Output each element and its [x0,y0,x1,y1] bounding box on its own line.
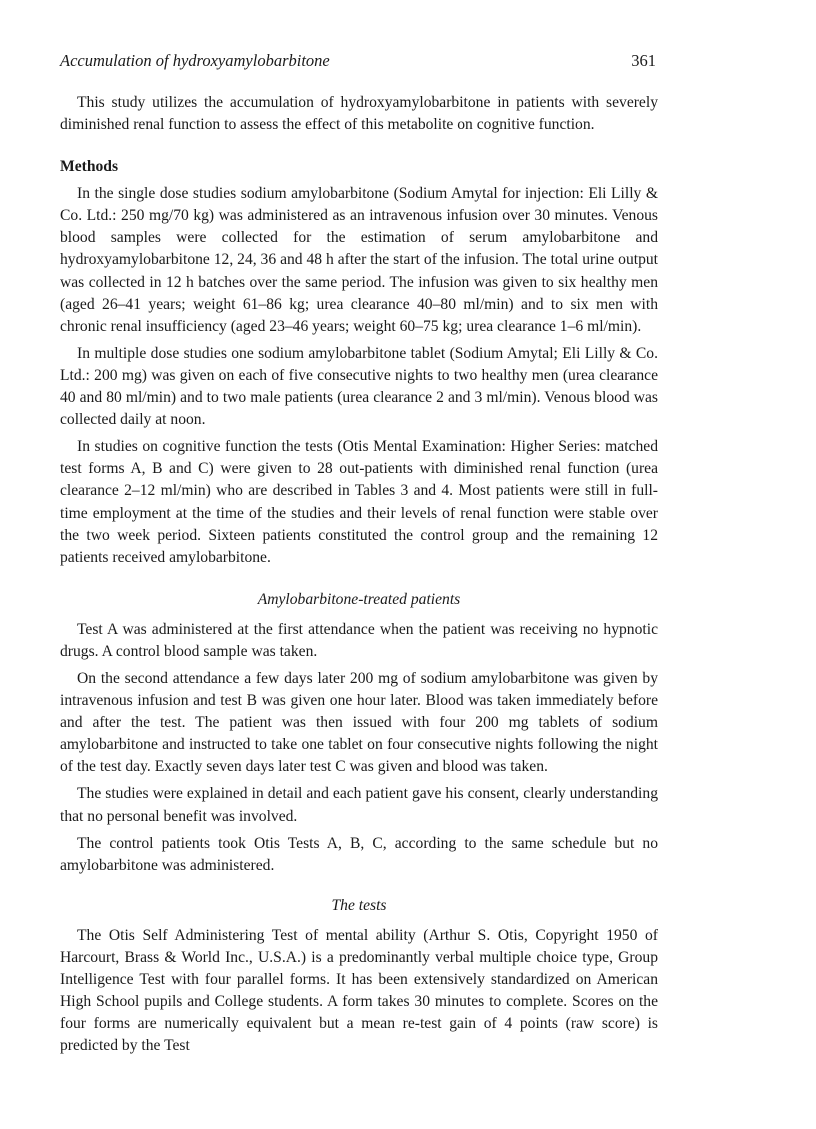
tests-paragraph-1: The Otis Self Administering Test of mental ability (Arthur S. Otis, Copyright 1950 of Harcourt, Brass & World Inc., U.S.A.) is a predominantly verbal multiple choice type, Group Intelligence Test with four parallel forms. It has been extensively standardized on American High School pupils and College students. A form takes 30 minutes to complete. Scores on the four forms are numerically equivalent but a mean re-test gain of 4 points (raw score) is predicted by the Test [60,926,658,1055]
running-title: Accumulation of hydroxyamylobarbitone [60,51,330,70]
methods-paragraph-2: In multiple dose studies one sodium amylobarbitone tablet (Sodium Amytal; Eli Lilly & Co. Ltd.: 200 mg) was given on each of five consecutive nights to two healthy men (urea clearance 40 and 80 ml/min) and to two male patients (urea clearance 2 and 3 ml/min). Venous blood was collected daily at noon. [60,344,658,429]
running-head [60,50,658,72]
page [60,50,658,1057]
treated-paragraph-4: The control patients took Otis Tests A, B, C, according to the same schedule but no amylobarbitone was administered. [60,834,658,874]
methods-paragraph-1: In the single dose studies sodium amylobarbitone (Sodium Amytal for injection: Eli Lilly & Co. Ltd.: 250 mg/70 kg) was administered as an intravenous infusion over 30 minutes. Venous blood samples were collected for the estimation of serum amylobarbitone and hydroxyamylobarbitone 12, 24, 36 and 48 h after the start of the infusion. The total urine output was collected in 12 h batches over the same period. The infusion was given to six healthy men (aged 26–41 years; weight 61–86 kg; urea clearance 40–80 ml/min) and to six men with chronic renal insufficiency (aged 23–46 years; weight 60–75 kg; urea clearance 1–6 ml/min). [60,185,658,335]
treated-paragraph-1: Test A was administered at the first attendance when the patient was receiving no hypnotic drugs. A control blood sample was taken. [60,620,658,660]
methods-heading: Methods [60,158,119,176]
page-number: 361 [631,51,656,70]
treated-heading: Amylobarbitone-treated patients [257,590,461,608]
intro-paragraph: This study utilizes the accumulation of hydroxyamylobarbitone in patients with severely diminished renal function to assess the effect of this metabolite on cognitive function. [60,94,658,134]
tests-heading: The tests [331,896,387,914]
treated-paragraph-3: The studies were explained in detail and each patient gave his consent, clearly understanding that no personal benefit was involved. [60,785,658,825]
treated-paragraph-2: On the second attendance a few days later 200 mg of sodium amylobarbitone was given by intravenous infusion and test B was given one hour later. Blood was taken immediately before and after the test. The patient was then issued with four 200 mg tablets of sodium amylobarbitone and instructed to take one tablet on four consecutive nights following the night of the test day. Exactly seven days later test C was given and blood was taken. [60,669,658,776]
methods-paragraph-3: In studies on cognitive function the tests (Otis Mental Examination: Higher Series: matched test forms A, B and C) were given to 28 out-patients with diminished renal function (urea clearance 2–12 ml/min) who are described in Tables 3 and 4. Most patients were still in full-time employment at the time of the studies and their levels of renal function were stable over the two week period. Sixteen patients constituted the control group and the remaining 12 patients received amylobarbitone. [60,438,658,566]
